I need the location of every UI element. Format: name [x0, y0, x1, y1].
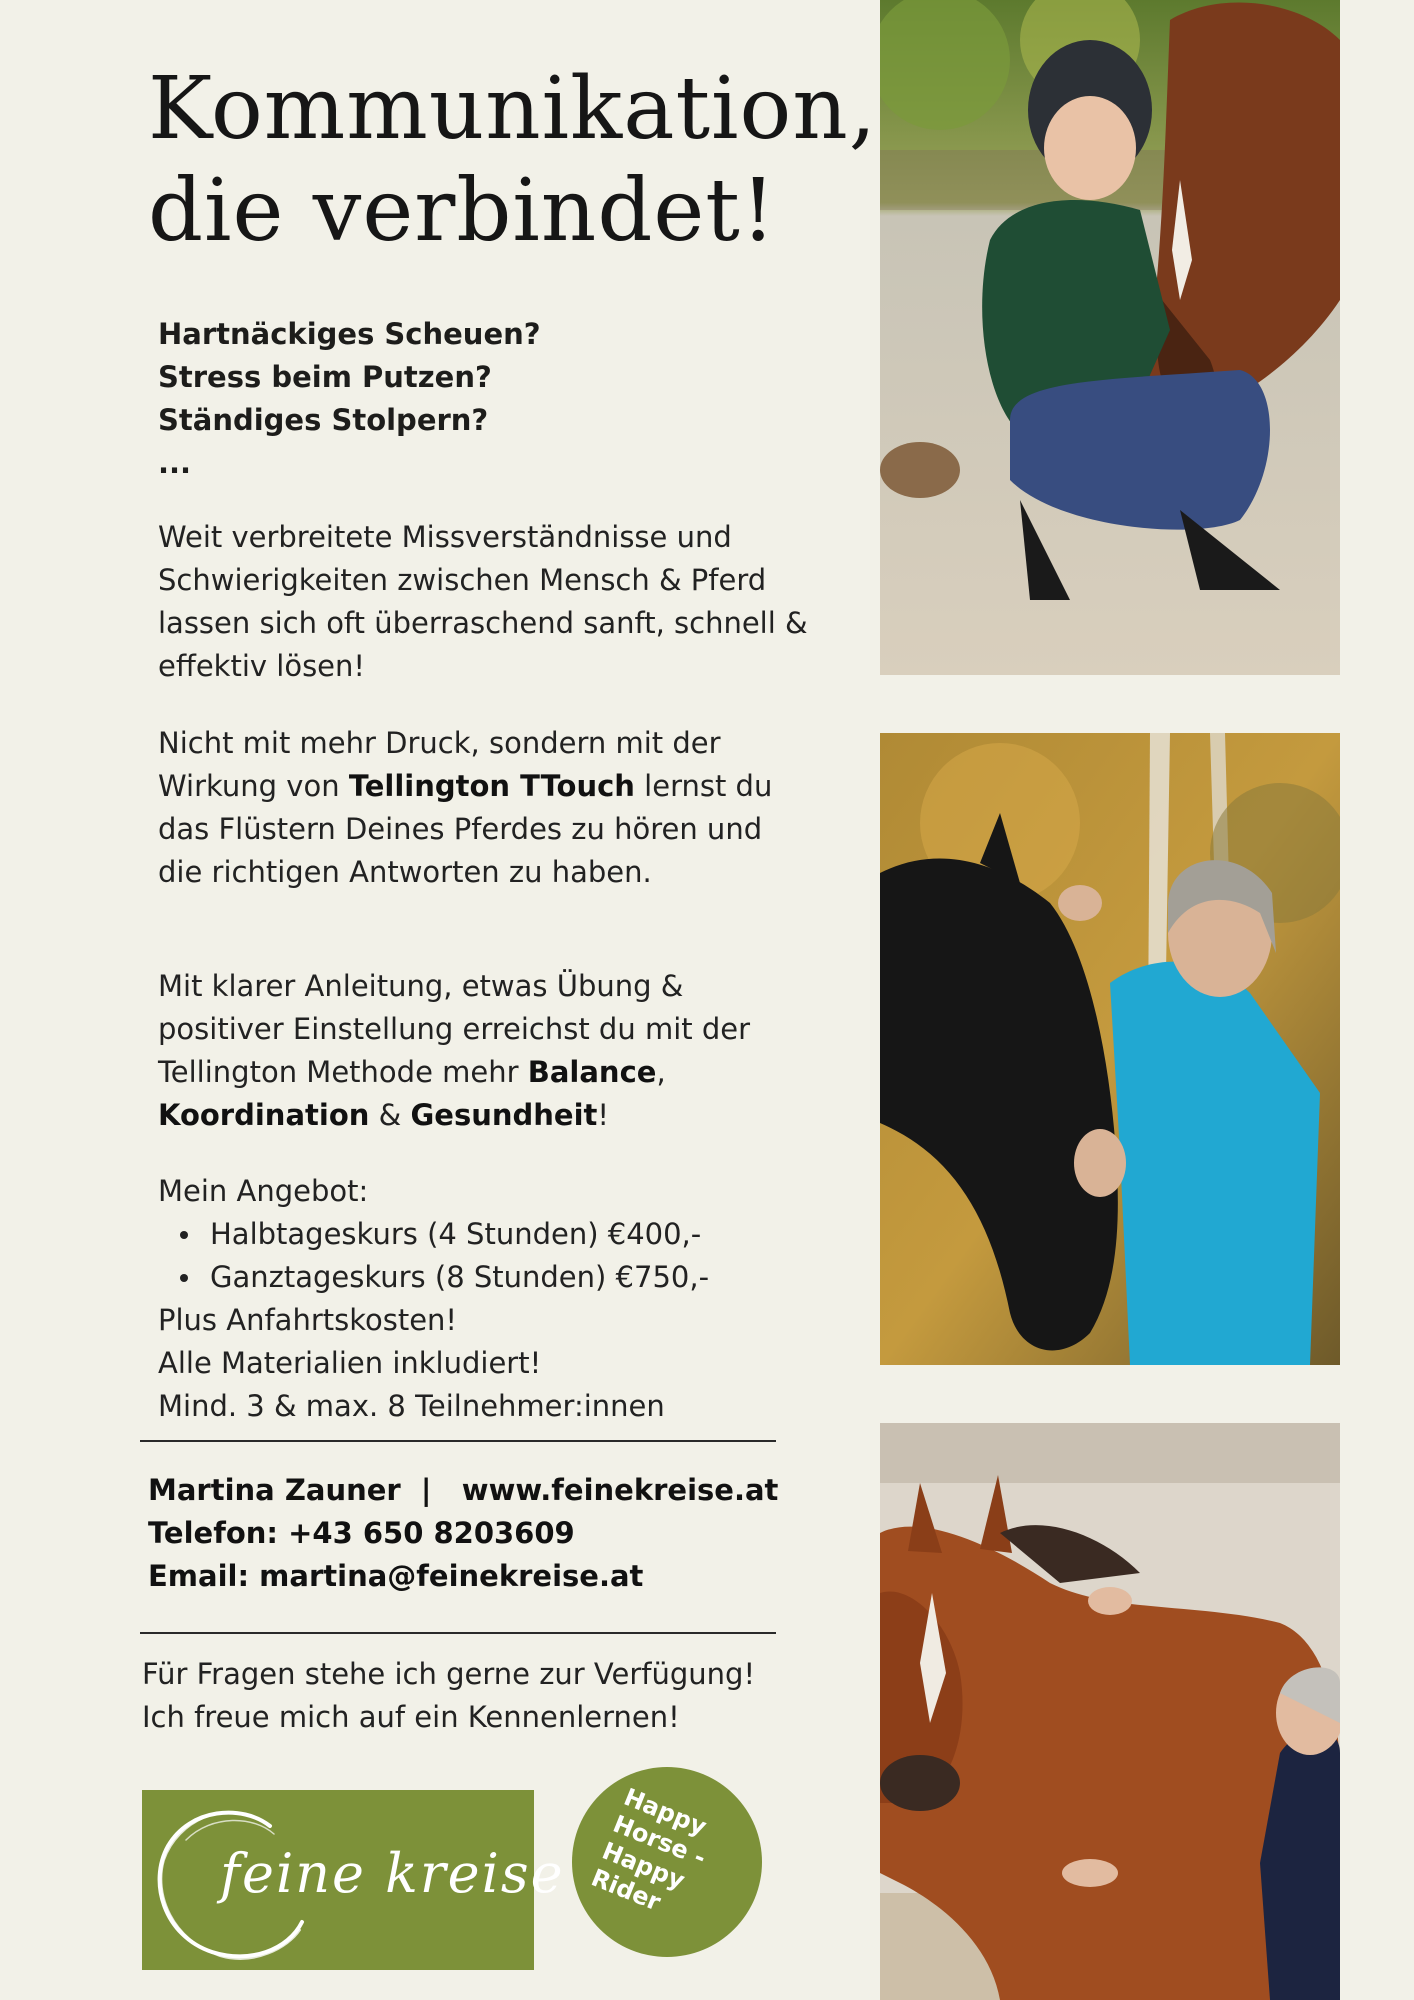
headline-line-2: die verbindet! [148, 161, 777, 261]
headline [148, 58, 878, 262]
question-1: Hartnäckiges Scheuen? [158, 317, 541, 351]
photo-rider-with-horse [880, 0, 1340, 675]
contact-email[interactable]: Email: martina@feinekreise.at [148, 1559, 644, 1593]
offer-note-materials: Alle Materialien inkludiert! [158, 1346, 542, 1380]
contact-name-website[interactable]: Martina Zauner | www.feinekreise.at [148, 1473, 779, 1507]
photo-black-horse-image [880, 733, 1340, 1365]
photo-rider-horse-image [880, 0, 1340, 675]
benefits-paragraph [158, 965, 808, 1137]
benefit-balance: Balance [527, 1055, 657, 1089]
offer-note-travel: Plus Anfahrtskosten! [158, 1303, 458, 1337]
offer-note-participants: Mind. 3 & max. 8 Teilnehmer:innen [158, 1389, 665, 1423]
benefits-sep-1: , [656, 1055, 666, 1089]
closing-block [142, 1653, 842, 1739]
logo-text: feine kreise [220, 1842, 565, 1905]
closing-line-1: Für Fragen stehe ich gerne zur Verfügung! [142, 1657, 756, 1691]
benefits-text-after: ! [597, 1098, 610, 1132]
offer-item-ganztag: Ganztageskurs (8 Stunden) €750,- [158, 1256, 808, 1299]
question-3: Ständiges Stolpern? [158, 403, 489, 437]
photo-ttouch-black-horse [880, 733, 1340, 1365]
benefits-text-before: Mit klarer Anleitung, etwas Übung & positiver Einstellung erreichst du mit der Tellington Methode mehr [158, 969, 751, 1089]
happy-horse-badge [572, 1767, 762, 1957]
divider-top [140, 1440, 776, 1442]
benefit-koordination: Koordination [158, 1098, 370, 1132]
question-ellipsis: ... [158, 446, 192, 480]
badge-text: Happy Horse - Happy Rider [587, 1782, 711, 1917]
contact-block [148, 1469, 828, 1598]
photo-chestnut-horse-image [880, 1423, 1340, 2000]
method-text-after: lernst du das Flüstern Deines Pferdes zu hören und die richtigen Antworten zu haben. [158, 769, 773, 889]
questions-block [158, 313, 798, 485]
offer-list [158, 1213, 808, 1299]
method-paragraph [158, 722, 808, 894]
method-bold-ttouch: Tellington TTouch [348, 769, 635, 803]
closing-line-2: Ich freue mich auf ein Kennenlernen! [142, 1700, 680, 1734]
contact-phone[interactable]: Telefon: +43 650 8203609 [148, 1516, 575, 1550]
feine-kreise-logo [142, 1790, 565, 1970]
intro-paragraph: Weit verbreitete Missverständnisse und Schwierigkeiten zwischen Mensch & Pferd lassen sich oft überraschend sanft, schnell & effektiv lösen! [158, 520, 808, 683]
divider-bottom [140, 1632, 776, 1634]
offer-heading: Mein Angebot: [158, 1174, 369, 1208]
method-text-before: Nicht mit mehr Druck, sondern mit der Wirkung von [158, 726, 721, 803]
offer-block [158, 1170, 808, 1428]
question-2: Stress beim Putzen? [158, 360, 492, 394]
headline-line-1: Kommunikation, [148, 59, 878, 159]
benefit-gesundheit: Gesundheit [410, 1098, 598, 1132]
offer-item-halbtag: Halbtageskurs (4 Stunden) €400,- [158, 1213, 808, 1256]
benefits-sep-2: & [369, 1098, 411, 1132]
photo-chestnut-horse [880, 1423, 1340, 2000]
